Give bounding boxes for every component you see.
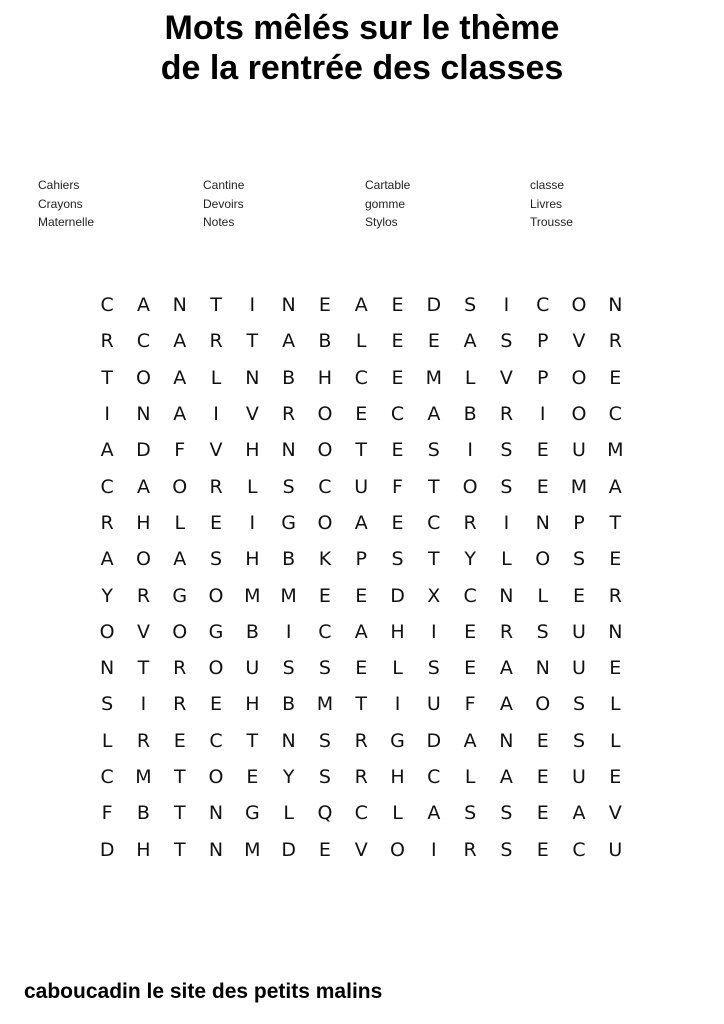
grid-letter[interactable]: A [354, 511, 368, 534]
grid-letter[interactable]: O [99, 620, 115, 643]
grid-letter[interactable]: O [390, 838, 405, 861]
grid-letter[interactable]: I [467, 439, 473, 462]
word-item: Cahiers [38, 178, 80, 192]
grid-letter[interactable]: R [463, 838, 477, 861]
grid-letter[interactable]: A [572, 802, 586, 825]
grid-letter[interactable]: E [318, 584, 331, 607]
page-title [0, 8, 724, 88]
grid-letter[interactable]: M [135, 766, 152, 788]
grid-letter[interactable]: S [427, 439, 440, 462]
grid-letter[interactable]: G [172, 584, 188, 607]
grid-letter[interactable]: E [318, 294, 331, 317]
grid-letter[interactable]: D [99, 838, 115, 861]
grid-letter[interactable]: Y [101, 584, 113, 607]
grid-letter[interactable]: L [464, 366, 476, 389]
word-item: Trousse [530, 215, 573, 229]
grid-letter[interactable]: L [464, 766, 476, 788]
grid-letter[interactable]: E [391, 294, 404, 317]
grid-letter[interactable]: N [499, 584, 514, 607]
grid-letter[interactable]: O [208, 657, 224, 680]
grid-letter[interactable]: N [245, 366, 260, 389]
grid-letter[interactable]: O [208, 766, 224, 788]
grid-letter[interactable]: V [245, 403, 259, 426]
grid-letter[interactable]: A [354, 620, 368, 643]
grid-letter[interactable]: S [500, 330, 513, 353]
grid-letter[interactable]: R [282, 403, 296, 426]
grid-letter[interactable]: P [536, 366, 549, 389]
grid-letter[interactable]: S [318, 657, 331, 680]
grid-letter[interactable]: U [354, 475, 369, 498]
grid-letter[interactable]: T [173, 838, 186, 861]
grid-letter[interactable]: D [426, 294, 442, 317]
grid-letter[interactable]: I [503, 294, 510, 317]
grid-letter[interactable]: O [571, 294, 587, 317]
grid-letter[interactable]: A [499, 766, 513, 788]
grid-letter[interactable]: O [172, 475, 188, 498]
grid-letter[interactable]: C [209, 729, 223, 752]
grid-letter[interactable]: E [464, 657, 477, 680]
grid-letter[interactable]: D [390, 584, 405, 607]
grid-letter[interactable]: R [136, 729, 151, 752]
grid-letter[interactable]: L [610, 729, 621, 752]
grid-letter[interactable]: I [285, 620, 292, 643]
grid-letter[interactable]: K [318, 548, 332, 571]
grid-letter[interactable]: I [104, 403, 110, 426]
grid-letter[interactable]: F [101, 802, 113, 825]
grid-letter[interactable]: R [100, 330, 114, 353]
grid-letter[interactable]: R [136, 584, 151, 607]
grid-letter[interactable]: N [100, 657, 115, 680]
grid-letter[interactable]: S [318, 729, 331, 752]
grid-letter[interactable]: E [536, 475, 549, 498]
grid-letter[interactable]: O [317, 511, 333, 534]
grid-letter[interactable]: C [318, 475, 332, 498]
grid-letter[interactable]: I [140, 693, 147, 716]
grid-letter[interactable]: M [607, 439, 624, 462]
grid-letter[interactable]: L [610, 693, 621, 716]
grid-letter[interactable]: G [281, 511, 296, 534]
grid-letter[interactable]: N [281, 294, 296, 317]
grid-letter[interactable]: E [536, 802, 549, 825]
grid-letter[interactable]: E [609, 366, 622, 389]
grid-letter[interactable]: D [136, 439, 151, 462]
grid-letter[interactable]: A [354, 294, 368, 317]
grid-letter[interactable]: A [173, 548, 187, 571]
grid-letter[interactable]: N [172, 294, 187, 317]
grid-letter[interactable]: L [174, 511, 186, 534]
grid-letter[interactable]: O [571, 366, 587, 389]
grid-letter[interactable]: I [431, 620, 437, 643]
grid-letter[interactable]: L [210, 366, 222, 389]
grid-letter[interactable]: C [354, 802, 368, 825]
grid-letter[interactable]: R [173, 693, 187, 716]
grid-letter[interactable]: S [536, 620, 549, 643]
grid-letter[interactable]: A [427, 403, 441, 426]
grid-letter[interactable]: H [317, 366, 333, 389]
grid-letter[interactable]: S [427, 657, 440, 680]
grid-letter[interactable]: V [572, 330, 586, 353]
grid-letter[interactable]: O [571, 403, 587, 426]
grid-letter[interactable]: O [535, 693, 551, 716]
grid-letter[interactable]: S [500, 802, 513, 825]
grid-letter[interactable]: E [573, 584, 586, 607]
grid-letter[interactable]: E [536, 766, 549, 788]
grid-letter[interactable]: C [463, 584, 477, 607]
grid-letter[interactable]: B [463, 403, 477, 426]
grid-letter[interactable]: A [499, 657, 513, 680]
grid-letter[interactable]: U [572, 439, 586, 462]
grid-letter[interactable]: H [136, 511, 151, 534]
word-item: Cantine [203, 178, 245, 192]
word-column-1 [38, 176, 94, 232]
grid-letter[interactable]: B [136, 802, 150, 825]
title-line-1: Mots mêlés sur le thème [164, 9, 560, 47]
grid-letter[interactable]: E [427, 330, 440, 353]
grid-letter[interactable]: S [500, 439, 513, 462]
grid-letter[interactable]: T [609, 511, 622, 534]
grid-letter[interactable]: T [101, 366, 113, 389]
grid-letter[interactable]: T [173, 802, 186, 825]
grid-letter[interactable]: C [318, 620, 332, 643]
grid-letter[interactable]: M [244, 584, 261, 607]
grid-letter[interactable]: E [536, 729, 549, 752]
grid-letter[interactable]: O [135, 366, 151, 389]
grid-letter[interactable]: U [572, 620, 586, 643]
grid-letter[interactable]: I [249, 511, 256, 534]
word-item: Stylos [365, 215, 398, 229]
grid-letter[interactable]: V [608, 802, 622, 825]
grid-letter[interactable]: T [428, 548, 440, 571]
grid-letter[interactable]: C [100, 475, 114, 498]
grid-letter[interactable]: F [174, 439, 186, 462]
grid-letter[interactable]: F [392, 475, 403, 498]
grid-letter[interactable]: N [499, 729, 514, 752]
grid-letter[interactable]: T [246, 330, 259, 353]
grid-letter[interactable]: V [499, 366, 513, 389]
grid-letter[interactable]: P [573, 511, 585, 534]
grid-letter[interactable]: M [244, 838, 261, 861]
grid-letter[interactable]: B [282, 366, 296, 389]
grid-letter[interactable]: R [354, 729, 368, 752]
grid-letter[interactable]: M [570, 475, 588, 498]
grid-letter[interactable]: M [280, 584, 297, 607]
grid-letter[interactable]: A [608, 475, 622, 498]
grid-letter[interactable]: E [391, 511, 404, 534]
word-column-3 [365, 176, 410, 232]
grid-letter[interactable]: L [537, 584, 548, 607]
grid-letter[interactable]: C [427, 511, 441, 534]
grid-letter[interactable]: C [136, 330, 151, 353]
grid-letter[interactable]: L [355, 330, 367, 353]
grid-letter[interactable]: S [464, 294, 477, 317]
grid-letter[interactable]: A [427, 802, 441, 825]
grid-letter[interactable]: C [100, 294, 114, 317]
grid-letter[interactable]: V [354, 838, 368, 861]
grid-letter[interactable]: S [318, 766, 331, 788]
word-item: gomme [365, 196, 406, 211]
grid-letter[interactable]: U [572, 766, 586, 788]
grid-letter[interactable]: T [355, 693, 368, 716]
grid-letter[interactable]: L [392, 802, 403, 825]
grid-letter[interactable]: E [609, 548, 622, 571]
word-item: Notes [203, 215, 235, 229]
grid-letter[interactable]: T [210, 294, 222, 317]
grid-letter[interactable]: B [282, 693, 296, 716]
grid-letter[interactable]: Y [282, 766, 295, 788]
grid-letter[interactable]: E [609, 657, 622, 680]
grid-letter[interactable]: N [208, 802, 224, 825]
grid-letter[interactable]: S [464, 802, 477, 825]
grid-letter[interactable]: H [390, 620, 405, 643]
word-item: Cartable [365, 178, 411, 192]
grid-letter[interactable]: R [463, 511, 477, 534]
grid-letter[interactable]: C [536, 294, 550, 317]
grid-letter[interactable]: U [608, 838, 623, 861]
grid-letter[interactable]: U [426, 693, 441, 716]
grid-letter[interactable]: T [137, 657, 150, 680]
grid-letter[interactable]: E [391, 330, 404, 353]
word-item: classe [530, 178, 565, 192]
grid-letter[interactable]: G [244, 802, 260, 825]
grid-letter[interactable]: N [281, 729, 296, 752]
grid-letter[interactable]: R [354, 766, 368, 788]
grid-letter[interactable]: B [318, 330, 332, 353]
grid-letter[interactable]: A [463, 729, 477, 752]
grid-letter[interactable]: E [355, 403, 368, 426]
grid-letter[interactable]: R [608, 584, 622, 607]
grid-letter[interactable]: A [136, 294, 150, 317]
grid-letter[interactable]: L [247, 475, 258, 498]
grid-letter[interactable]: E [464, 620, 477, 643]
grid-letter[interactable]: O [462, 475, 478, 498]
grid-letter[interactable]: S [500, 475, 513, 498]
grid-letter[interactable]: O [135, 548, 151, 571]
grid-letter[interactable]: A [100, 548, 114, 571]
grid-letter[interactable]: A [173, 366, 187, 389]
grid-letter[interactable]: E [391, 439, 404, 462]
word-list [38, 176, 698, 236]
grid-letter[interactable]: S [572, 693, 586, 716]
grid-letter[interactable]: V [209, 439, 223, 462]
grid-letter[interactable]: S [500, 838, 513, 861]
title-line-2: de la rentrée des classes [160, 49, 564, 87]
grid-letter[interactable]: F [464, 693, 476, 716]
grid-letter[interactable]: N [608, 294, 623, 317]
grid-letter[interactable]: I [249, 294, 256, 317]
grid-letter[interactable]: L [101, 729, 113, 752]
grid-letter[interactable]: H [245, 693, 260, 716]
grid-letter[interactable]: T [246, 729, 259, 752]
word-item: Crayons [38, 196, 83, 211]
grid-letter[interactable]: R [499, 620, 514, 643]
grid-letter[interactable]: Y [464, 548, 476, 571]
grid-letter[interactable]: S [282, 657, 295, 680]
grid-letter[interactable]: R [608, 330, 622, 353]
grid-letter[interactable]: O [317, 439, 333, 462]
grid-letter[interactable]: R [100, 511, 114, 534]
grid-letter[interactable]: P [536, 330, 549, 353]
grid-letter[interactable]: C [572, 838, 586, 861]
grid-letter[interactable]: O [172, 620, 188, 643]
grid-letter[interactable]: A [173, 403, 187, 426]
grid-letter[interactable]: H [136, 838, 151, 861]
grid-letter[interactable]: H [245, 439, 260, 462]
grid-letter[interactable]: H [390, 766, 405, 788]
grid-letter[interactable]: S [572, 729, 586, 752]
grid-letter[interactable]: G [390, 729, 405, 752]
grid-letter[interactable]: M [425, 366, 443, 389]
grid-letter[interactable]: S [391, 548, 404, 571]
grid-letter[interactable]: V [136, 620, 150, 643]
grid-letter[interactable]: R [499, 403, 514, 426]
grid-letter[interactable]: R [173, 657, 187, 680]
grid-letter[interactable]: B [282, 548, 296, 571]
grid-letter[interactable]: E [355, 584, 368, 607]
grid-letter[interactable]: I [503, 511, 510, 534]
grid-letter[interactable]: X [427, 584, 441, 607]
grid-letter[interactable]: E [318, 838, 331, 861]
grid-letter[interactable]: S [282, 475, 295, 498]
grid-letter[interactable]: G [208, 620, 224, 643]
grid-letter[interactable]: L [283, 802, 294, 825]
grid-letter[interactable]: E [210, 693, 223, 716]
grid-letter[interactable]: C [354, 366, 368, 389]
footer-text: caboucadin le site des petits malins [24, 980, 383, 1003]
grid-letter[interactable]: S [101, 693, 114, 716]
grid-letter[interactable]: O [535, 548, 551, 571]
grid-letter[interactable]: R [209, 475, 223, 498]
word-search-grid [89, 287, 633, 868]
grid-letter[interactable]: C [100, 766, 114, 788]
word-item: Devoirs [203, 196, 244, 211]
word-column-4 [530, 176, 573, 232]
grid-letter[interactable]: R [209, 330, 223, 353]
grid-letter[interactable]: C [390, 403, 405, 426]
grid-letter[interactable]: N [281, 439, 296, 462]
grid-letter[interactable]: U [572, 657, 586, 680]
grid-letter[interactable]: H [245, 548, 260, 571]
grid-letter[interactable]: T [173, 766, 186, 788]
grid-letter[interactable]: A [100, 439, 114, 462]
grid-letter[interactable]: E [173, 729, 186, 752]
grid-letter[interactable]: L [392, 657, 403, 680]
word-column-2 [203, 176, 244, 232]
grid-letter[interactable]: I [213, 403, 219, 426]
grid-letter[interactable]: S [572, 548, 586, 571]
grid-letter[interactable]: Q [317, 802, 333, 825]
grid-letter[interactable]: A [282, 330, 296, 353]
grid-letter[interactable]: P [355, 548, 367, 571]
grid-letter[interactable]: L [501, 548, 512, 571]
grid-letter[interactable]: N [136, 403, 151, 426]
word-item: Maternelle [38, 215, 95, 229]
grid-letter[interactable]: A [136, 475, 150, 498]
grid-letter[interactable]: I [431, 838, 437, 861]
grid-letter[interactable]: B [245, 620, 259, 643]
grid-letter[interactable]: A [499, 693, 513, 716]
grid-letter[interactable]: C [608, 403, 622, 426]
grid-letter[interactable]: C [427, 766, 441, 788]
grid-letter[interactable]: E [355, 657, 368, 680]
grid-letter[interactable]: S [210, 548, 223, 571]
grid-letter[interactable]: O [208, 584, 224, 607]
grid-letter[interactable]: O [317, 403, 333, 426]
grid-letter[interactable]: E [536, 439, 549, 462]
grid-letter[interactable]: U [245, 657, 260, 680]
grid-letter[interactable]: A [463, 330, 477, 353]
grid-letter[interactable]: D [426, 729, 442, 752]
grid-letter[interactable]: I [539, 403, 546, 426]
grid-letter[interactable]: E [609, 766, 622, 788]
grid-letter[interactable]: M [316, 693, 334, 716]
grid-letter[interactable]: E [536, 838, 549, 861]
grid-letter[interactable]: E [391, 366, 404, 389]
word-item: Livres [530, 196, 563, 211]
grid-letter[interactable]: D [281, 838, 296, 861]
grid-letter[interactable]: T [428, 475, 440, 498]
grid-letter[interactable]: T [355, 439, 368, 462]
grid-letter[interactable]: N [208, 838, 224, 861]
grid-letter[interactable]: I [394, 693, 401, 716]
grid-letter[interactable]: N [535, 657, 550, 680]
grid-letter[interactable]: E [210, 511, 223, 534]
grid-letter[interactable]: E [246, 766, 259, 788]
grid-letter[interactable]: N [608, 620, 623, 643]
grid-letter[interactable]: N [535, 511, 550, 534]
grid-letter[interactable]: A [173, 330, 187, 353]
